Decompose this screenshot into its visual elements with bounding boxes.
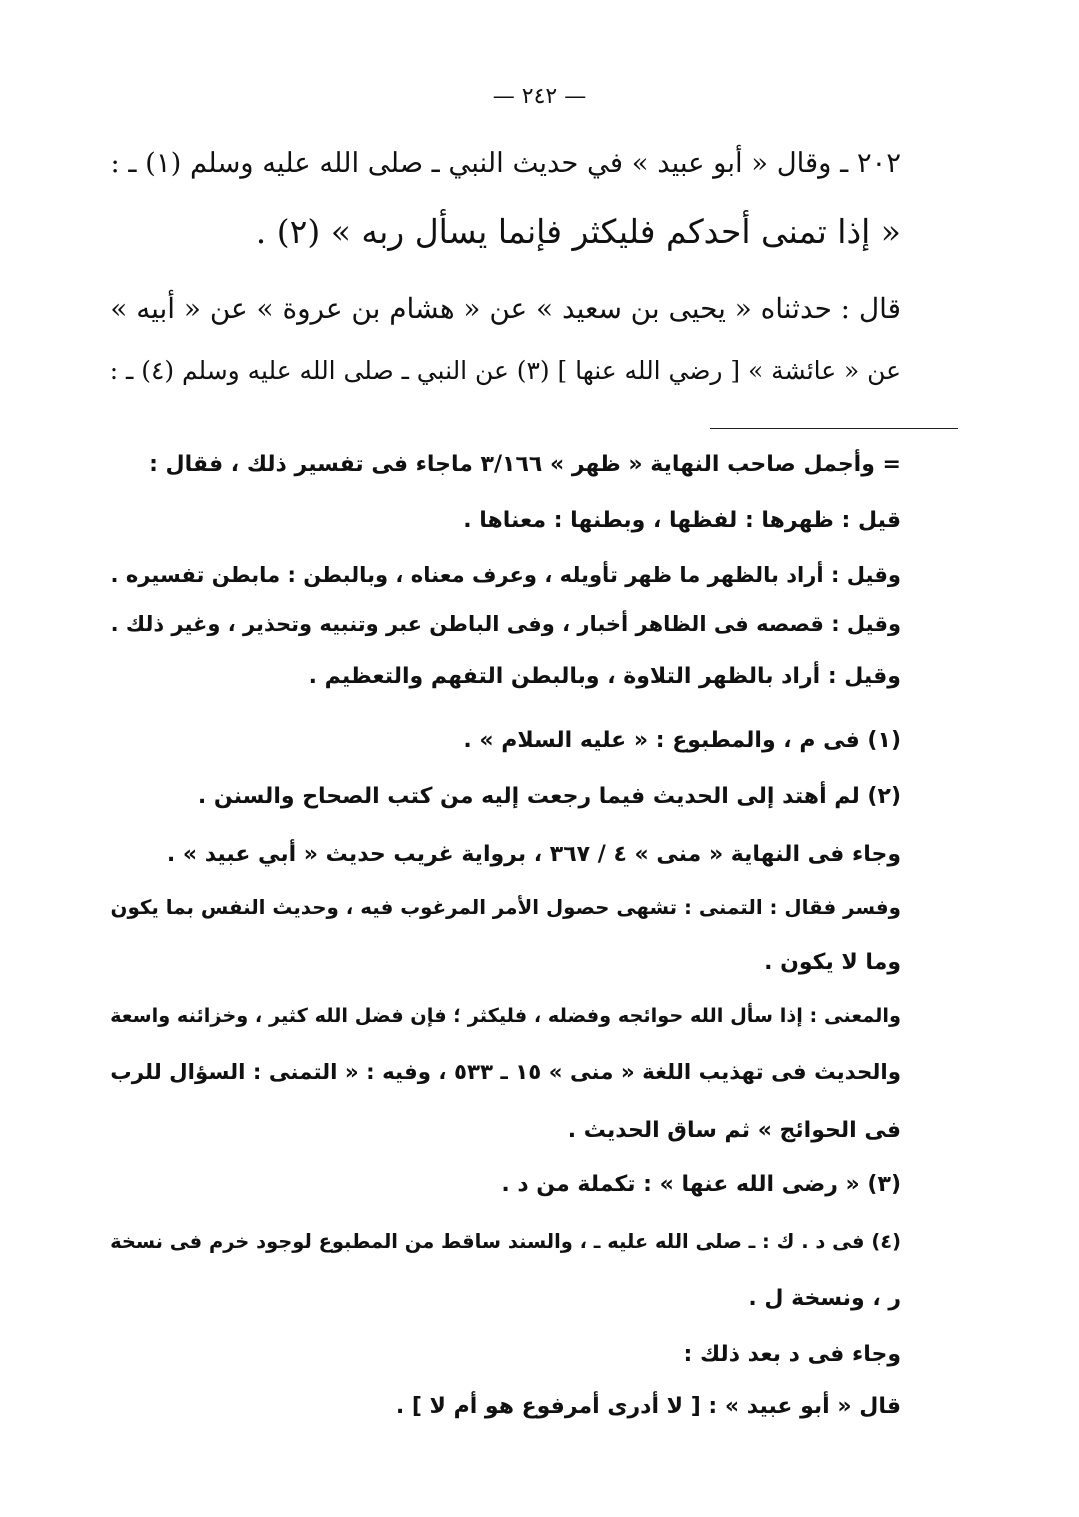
footnote-line: وجاء فى د بعد ذلك :: [683, 1342, 901, 1367]
footnote-line: والمعنى : إذا سأل الله حوائجه وفضله ، فليكثر ؛ فإن فضل الله كثير ، وخزائنه واسعة: [110, 1004, 901, 1027]
main-text-line-4: عن « عائشة » [ رضي الله عنها ] (٣) عن النبي ـ صلى الله عليه وسلم (٤) ـ :: [109, 356, 901, 385]
footnote-line: وجاء فى النهاية « منى » ٤ / ٣٦٧ ، برواية غريب حديث « أبي عبيد » .: [166, 842, 901, 867]
footnote-line: قيل : ظهرها : لفظها ، وبطنها : معناها .: [463, 508, 901, 533]
footnote-3: (٣) « رضى الله عنها » : تكملة من د .: [501, 1172, 901, 1197]
footnote-4: (٤) فى د . ك : ـ صلى الله عليه ـ ، والسند ساقط من المطبوع لوجود خرم فى نسخة: [110, 1230, 901, 1253]
footnote-line: والحديث فى تهذيب اللغة « منى » ١٥ ـ ٥٣٣ ، وفيه : « التمنى : السؤال للرب: [110, 1060, 901, 1085]
main-text-line-1: ٢٠٢ ـ وقال « أبو عبيد » في حديث النبي ـ صلى الله عليه وسلم (١) ـ :: [110, 148, 901, 179]
footnote-line: = وأجمل صاحب النهاية « ظهر » ٣/١٦٦ ماجاء فى تفسير ذلك ، فقال :: [149, 452, 901, 477]
footnote-separator: [710, 428, 958, 429]
footnote-line: وفسر فقال : التمنى : تشهى حصول الأمر المرغوب فيه ، وحديث النفس بما يكون: [110, 896, 901, 919]
footnote-line: وقيل : أراد بالظهر التلاوة ، وبالبطن التفهم والتعظيم .: [308, 664, 901, 689]
main-text-line-2: « إذا تمنى أحدكم فليكثر فإنما يسأل ربه » (٢) .: [255, 212, 901, 251]
footnote-line: قال « أبو عبيد » : [ لا أدرى أمرفوع هو أم لا ] .: [395, 1394, 901, 1419]
footnote-line: وقيل : أراد بالظهر ما ظهر تأويله ، وعرف معناه ، وبالبطن : مابطن تفسيره .: [110, 562, 901, 587]
footnote-line: وقيل : قصصه فى الظاهر أخبار ، وفى الباطن عبر وتنبيه وتحذير ، وغير ذلك .: [110, 612, 901, 636]
footnote-1: (١) فى م ، والمطبوع : « عليه السلام » .: [463, 728, 901, 753]
footnote-line: ر ، ونسخة ل .: [748, 1286, 901, 1311]
main-text-line-3: قال : حدثناه « يحيى بن سعيد » عن « هشام بن عروة » عن « أبيه »: [110, 292, 901, 325]
footnote-line: فى الحوائج » ثم ساق الحديث .: [567, 1118, 901, 1143]
footnote-2: (٢) لم أهتد إلى الحديث فيما رجعت إليه من كتب الصحاح والسنن .: [197, 784, 901, 809]
footnote-line: وما لا يكون .: [764, 950, 901, 975]
page-number: — ٢٤٢ —: [492, 84, 587, 109]
